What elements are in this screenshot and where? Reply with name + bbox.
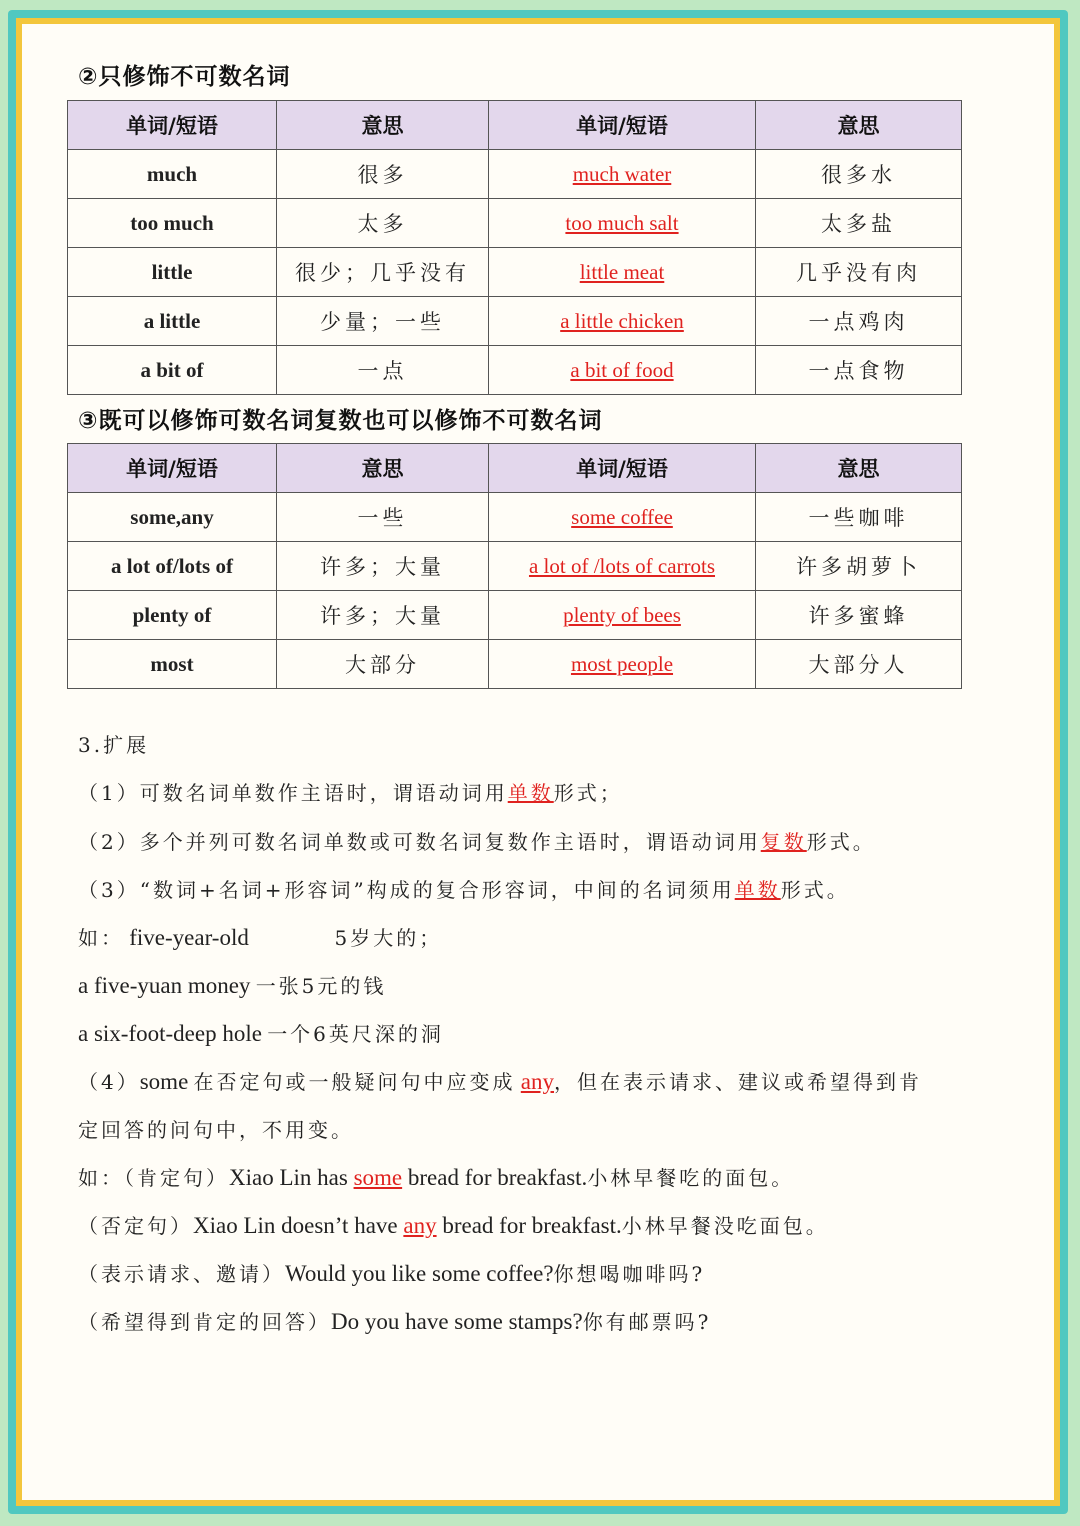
sentence-1-a: Xiao Lin has (229, 1165, 354, 1190)
phrase-meaning-cell: 许多胡萝卜 (756, 542, 962, 591)
sentence-1-label: 如：（肯定句） (78, 1166, 229, 1190)
phrase-cell: a lot of /lots of carrots (489, 542, 756, 591)
rule-3 (78, 874, 850, 903)
header-phrase: 单词/短语 (489, 101, 756, 150)
sentence-1 (78, 1162, 794, 1191)
table-both (67, 443, 962, 689)
word-cell: much (68, 150, 277, 199)
word-cell: most (68, 640, 277, 689)
section2-heading: ②只修饰不可数名词 (78, 64, 291, 90)
sentence-2 (78, 1210, 829, 1239)
phrase-meaning-cell: 一些咖啡 (756, 493, 962, 542)
phrase-meaning-cell: 几乎没有肉 (756, 248, 962, 297)
phrase-cell: some coffee (489, 493, 756, 542)
word-cell: little (68, 248, 277, 297)
rule-4-prefix: （4） (78, 1070, 140, 1094)
phrase-cell: a bit of food (489, 346, 756, 395)
example-1 (78, 922, 442, 951)
rule-1-text: （1）可数名词单数作主语时，谓语动词用 (78, 781, 508, 805)
page (22, 24, 1054, 1500)
rule-4-continued: 定回答的问句中，不用变。 (78, 1118, 354, 1142)
rule-3-text: （3）“数词+名词+形容词”构成的复合形容词，中间的名词须用 (78, 878, 735, 902)
table-header-row (68, 101, 962, 150)
phrase-cell: little meat (489, 248, 756, 297)
table-row (68, 591, 962, 640)
meaning-cell: 一些 (277, 493, 489, 542)
rule-3-key: 单数 (734, 878, 781, 902)
phrase-meaning-cell: 很多水 (756, 150, 962, 199)
word-cell: a bit of (68, 346, 277, 395)
example-3-en: a six-foot-deep hole (78, 1021, 262, 1046)
rule-1-key: 单数 (507, 781, 554, 805)
header-meaning: 意思 (277, 101, 489, 150)
sentence-3-a: Would you like some coffee? (285, 1261, 554, 1286)
phrase-cell: plenty of bees (489, 591, 756, 640)
table-row (68, 346, 962, 395)
rule-4-key: any (520, 1069, 555, 1094)
sentence-4-label: （希望得到肯定的回答） (78, 1310, 331, 1334)
example-3 (78, 1018, 444, 1047)
sentence-1-key: some (353, 1165, 403, 1190)
meaning-cell: 少量；一些 (277, 297, 489, 346)
word-cell: a little (68, 297, 277, 346)
table-row (68, 542, 962, 591)
table-row (68, 493, 962, 542)
header-word: 单词/短语 (68, 101, 277, 150)
sentence-3-label: （表示请求、邀请） (78, 1262, 285, 1286)
meaning-cell: 许多；大量 (277, 542, 489, 591)
meaning-cell: 大部分 (277, 640, 489, 689)
sentence-2-key: any (403, 1213, 437, 1238)
example-1-cn: 5岁大的； (334, 926, 443, 950)
sentence-4 (78, 1306, 711, 1335)
phrase-meaning-cell: 一点鸡肉 (756, 297, 962, 346)
word-cell: too much (68, 199, 277, 248)
sentence-2-label: （否定句） (78, 1214, 193, 1238)
header-meaning: 意思 (277, 444, 489, 493)
example-2-cn: 一张5元的钱 (255, 974, 387, 998)
meaning-cell: 很多 (277, 150, 489, 199)
sentence-3 (78, 1258, 705, 1287)
sentence-2-cn: 小林早餐没吃面包。 (621, 1214, 829, 1238)
word-cell: a lot of/lots of (68, 542, 277, 591)
word-cell: plenty of (68, 591, 277, 640)
word-cell: some,any (68, 493, 277, 542)
header-word: 单词/短语 (68, 444, 277, 493)
table-header-row (68, 444, 962, 493)
rule-4 (78, 1066, 922, 1095)
example-3-cn: 一个6英尺深的洞 (267, 1022, 444, 1046)
rule-1-tail: 形式； (553, 781, 623, 805)
example-label: 如： (78, 926, 124, 950)
table-row (68, 199, 962, 248)
section3-heading: ③既可以修饰可数名词复数也可以修饰不可数名词 (78, 408, 603, 434)
sentence-3-cn: 你想喝咖啡吗? (553, 1262, 706, 1286)
sentence-4-cn: 你有邮票吗? (582, 1310, 712, 1334)
sentence-1-b: bread for breakfast. (402, 1165, 588, 1190)
meaning-cell: 许多；大量 (277, 591, 489, 640)
table-row (68, 297, 962, 346)
meaning-cell: 太多 (277, 199, 489, 248)
header-phrase-meaning: 意思 (756, 444, 962, 493)
phrase-cell: much water (489, 150, 756, 199)
rule-4-tail: ，但在表示请求、建议或希望得到肯 (554, 1070, 923, 1094)
meaning-cell: 很少；几乎没有 (277, 248, 489, 297)
sentence-2-a: Xiao Lin doesn’t have (193, 1213, 404, 1238)
rule-2-key: 复数 (760, 830, 807, 854)
phrase-meaning-cell: 大部分人 (756, 640, 962, 689)
sentence-1-cn: 小林早餐吃的面包。 (587, 1166, 795, 1190)
rule-2 (78, 826, 876, 855)
example-2 (78, 970, 386, 999)
extension-title: 3.扩展 (78, 733, 150, 757)
phrase-cell: a little chicken (489, 297, 756, 346)
meaning-cell: 一点 (277, 346, 489, 395)
phrase-meaning-cell: 许多蜜蜂 (756, 591, 962, 640)
phrase-cell: most people (489, 640, 756, 689)
table-row (68, 248, 962, 297)
rule-3-tail: 形式。 (780, 878, 850, 902)
phrase-meaning-cell: 一点食物 (756, 346, 962, 395)
rule-2-tail: 形式。 (806, 830, 876, 854)
sentence-4-a: Do you have some stamps? (331, 1309, 583, 1334)
rule-4-text: 在否定句或一般疑问句中应变成 (193, 1070, 516, 1094)
example-1-en: five-year-old (129, 925, 249, 950)
table-row (68, 150, 962, 199)
header-phrase: 单词/短语 (489, 444, 756, 493)
sentence-2-b: bread for breakfast. (436, 1213, 622, 1238)
rule-1 (78, 777, 623, 806)
phrase-meaning-cell: 太多盐 (756, 199, 962, 248)
table-uncountable (67, 100, 962, 395)
example-2-en: a five-yuan money (78, 973, 251, 998)
header-phrase-meaning: 意思 (756, 101, 962, 150)
rule-4-some: some (139, 1069, 189, 1094)
phrase-cell: too much salt (489, 199, 756, 248)
table-row (68, 640, 962, 689)
rule-2-text: （2）多个并列可数名词单数或可数名词复数作主语时，谓语动词用 (78, 830, 761, 854)
